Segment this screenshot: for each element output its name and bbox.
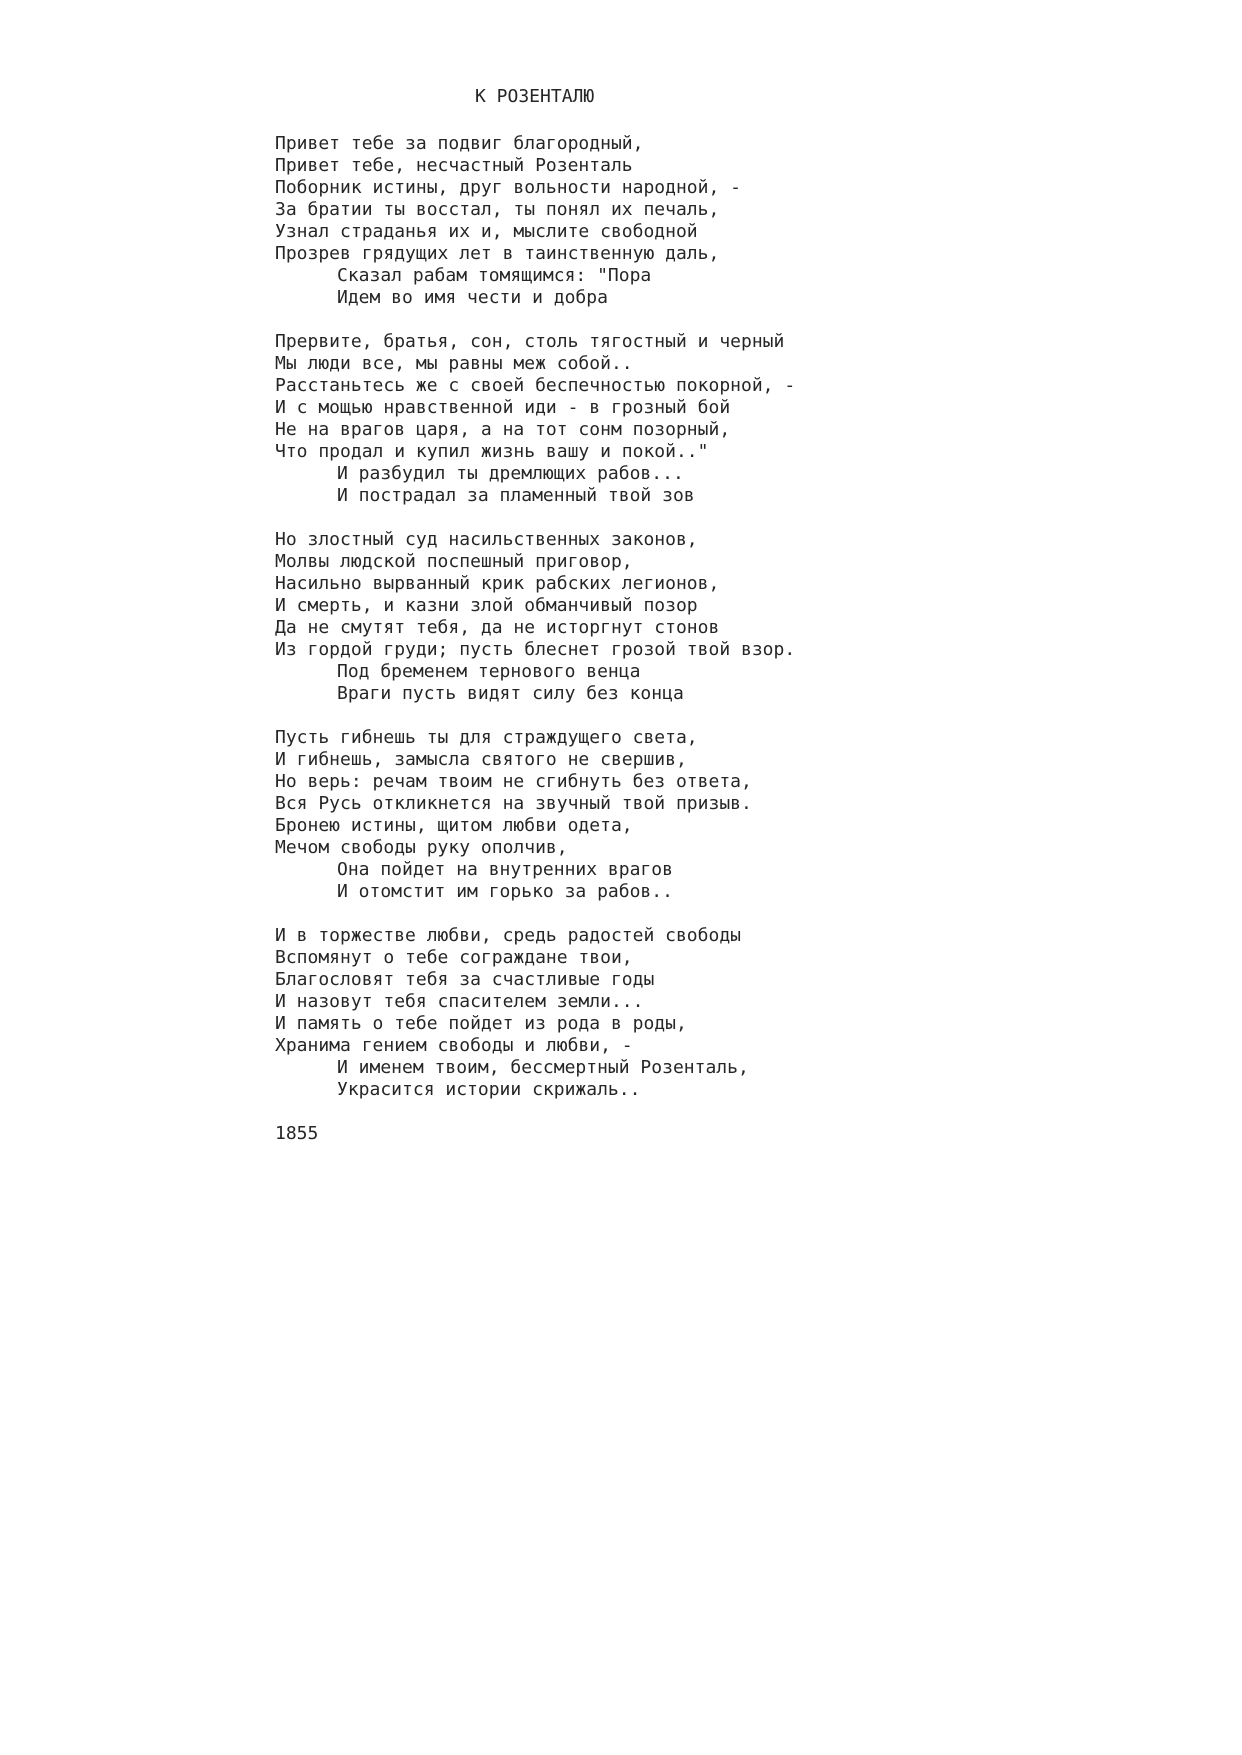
poem-line: И в торжестве любви, средь радостей свободы bbox=[275, 925, 741, 946]
poem-line: Бронею истины, щитом любви одета, bbox=[275, 815, 633, 836]
poem-line: Поборник истины, друг вольности народной, - bbox=[275, 177, 741, 198]
poem-line: Но злостный суд насильственных законов, bbox=[275, 529, 698, 550]
poem-line: И гибнешь, замысла святого не свершив, bbox=[275, 749, 687, 770]
poem-line: И разбудил ты дремлющих рабов... bbox=[337, 463, 684, 484]
poem-line: И с мощью нравственной иди - в грозный бой bbox=[275, 397, 731, 418]
poem-body bbox=[275, 133, 1175, 1145]
stanza-2 bbox=[275, 331, 1175, 507]
poem-line: И именем твоим, бессмертный Розенталь, bbox=[337, 1057, 749, 1078]
stanza-5 bbox=[275, 925, 1175, 1101]
poem-line: Да не смутят тебя, да не исторгнут стонов bbox=[275, 617, 720, 638]
poem-line: Сказал рабам томящимся: "Пора bbox=[337, 265, 652, 286]
poem-line: Прервите, братья, сон, столь тягостный и черный bbox=[275, 331, 785, 352]
poem-title: К РОЗЕНТАЛЮ bbox=[475, 86, 595, 107]
poem-line: Она пойдет на внутренних врагов bbox=[337, 859, 673, 880]
poem-line: Идем во имя чести и добра bbox=[337, 287, 608, 308]
poem-line: Мы люди все, мы равны меж собой.. bbox=[275, 353, 633, 374]
poem-line: Привет тебе за подвиг благородный, bbox=[275, 133, 644, 154]
poem-line: За братии ты восстал, ты понял их печаль, bbox=[275, 199, 720, 220]
poem-line: И назовут тебя спасителем земли... bbox=[275, 991, 644, 1012]
poem-line: Насильно вырванный крик рабских легионов, bbox=[275, 573, 720, 594]
poem-line: Вся Русь откликнется на звучный твой призыв. bbox=[275, 793, 752, 814]
poem-line: И смерть, и казни злой обманчивый позор bbox=[275, 595, 698, 616]
poem-line: Не на врагов царя, а на тот сонм позорный, bbox=[275, 419, 731, 440]
poem-line: Под бременем тернового венца bbox=[337, 661, 641, 682]
poem-year: 1855 bbox=[275, 1123, 319, 1144]
poem-line: Молвы людской поспешный приговор, bbox=[275, 551, 633, 572]
poem-line: Узнал страданья их и, мыслите свободной bbox=[275, 221, 698, 242]
poem-line: Хранима гением свободы и любви, - bbox=[275, 1035, 633, 1056]
poem-line: Прозрев грядущих лет в таинственную даль, bbox=[275, 243, 720, 264]
stanza-4 bbox=[275, 727, 1175, 903]
poem-line: Украсится истории скрижаль.. bbox=[337, 1079, 641, 1100]
poem-line: Из гордой груди; пусть блеснет грозой твой взор. bbox=[275, 639, 796, 660]
poem-line: Благословят тебя за счастливые годы bbox=[275, 969, 655, 990]
poem-line: Мечом свободы руку ополчив, bbox=[275, 837, 568, 858]
poem-line: Пусть гибнешь ты для страждущего света, bbox=[275, 727, 698, 748]
stanza-1 bbox=[275, 133, 1175, 309]
poem-line: Привет тебе, несчастный Розенталь bbox=[275, 155, 633, 176]
poem-line: И отомстит им горько за рабов.. bbox=[337, 881, 673, 902]
poem-line: Но верь: речам твоим не сгибнуть без ответа, bbox=[275, 771, 752, 792]
poem-line: Вспомянут о тебе сограждане твои, bbox=[275, 947, 633, 968]
stanza-3 bbox=[275, 529, 1175, 705]
poem-line: Что продал и купил жизнь вашу и покой.." bbox=[275, 441, 709, 462]
poem-line: Расстаньтесь же с своей беспечностью покорной, - bbox=[275, 375, 796, 396]
poem-line: Враги пусть видят силу без конца bbox=[337, 683, 684, 704]
poem-line: И память о тебе пойдет из рода в роды, bbox=[275, 1013, 687, 1034]
poem-line: И пострадал за пламенный твой зов bbox=[337, 485, 695, 506]
